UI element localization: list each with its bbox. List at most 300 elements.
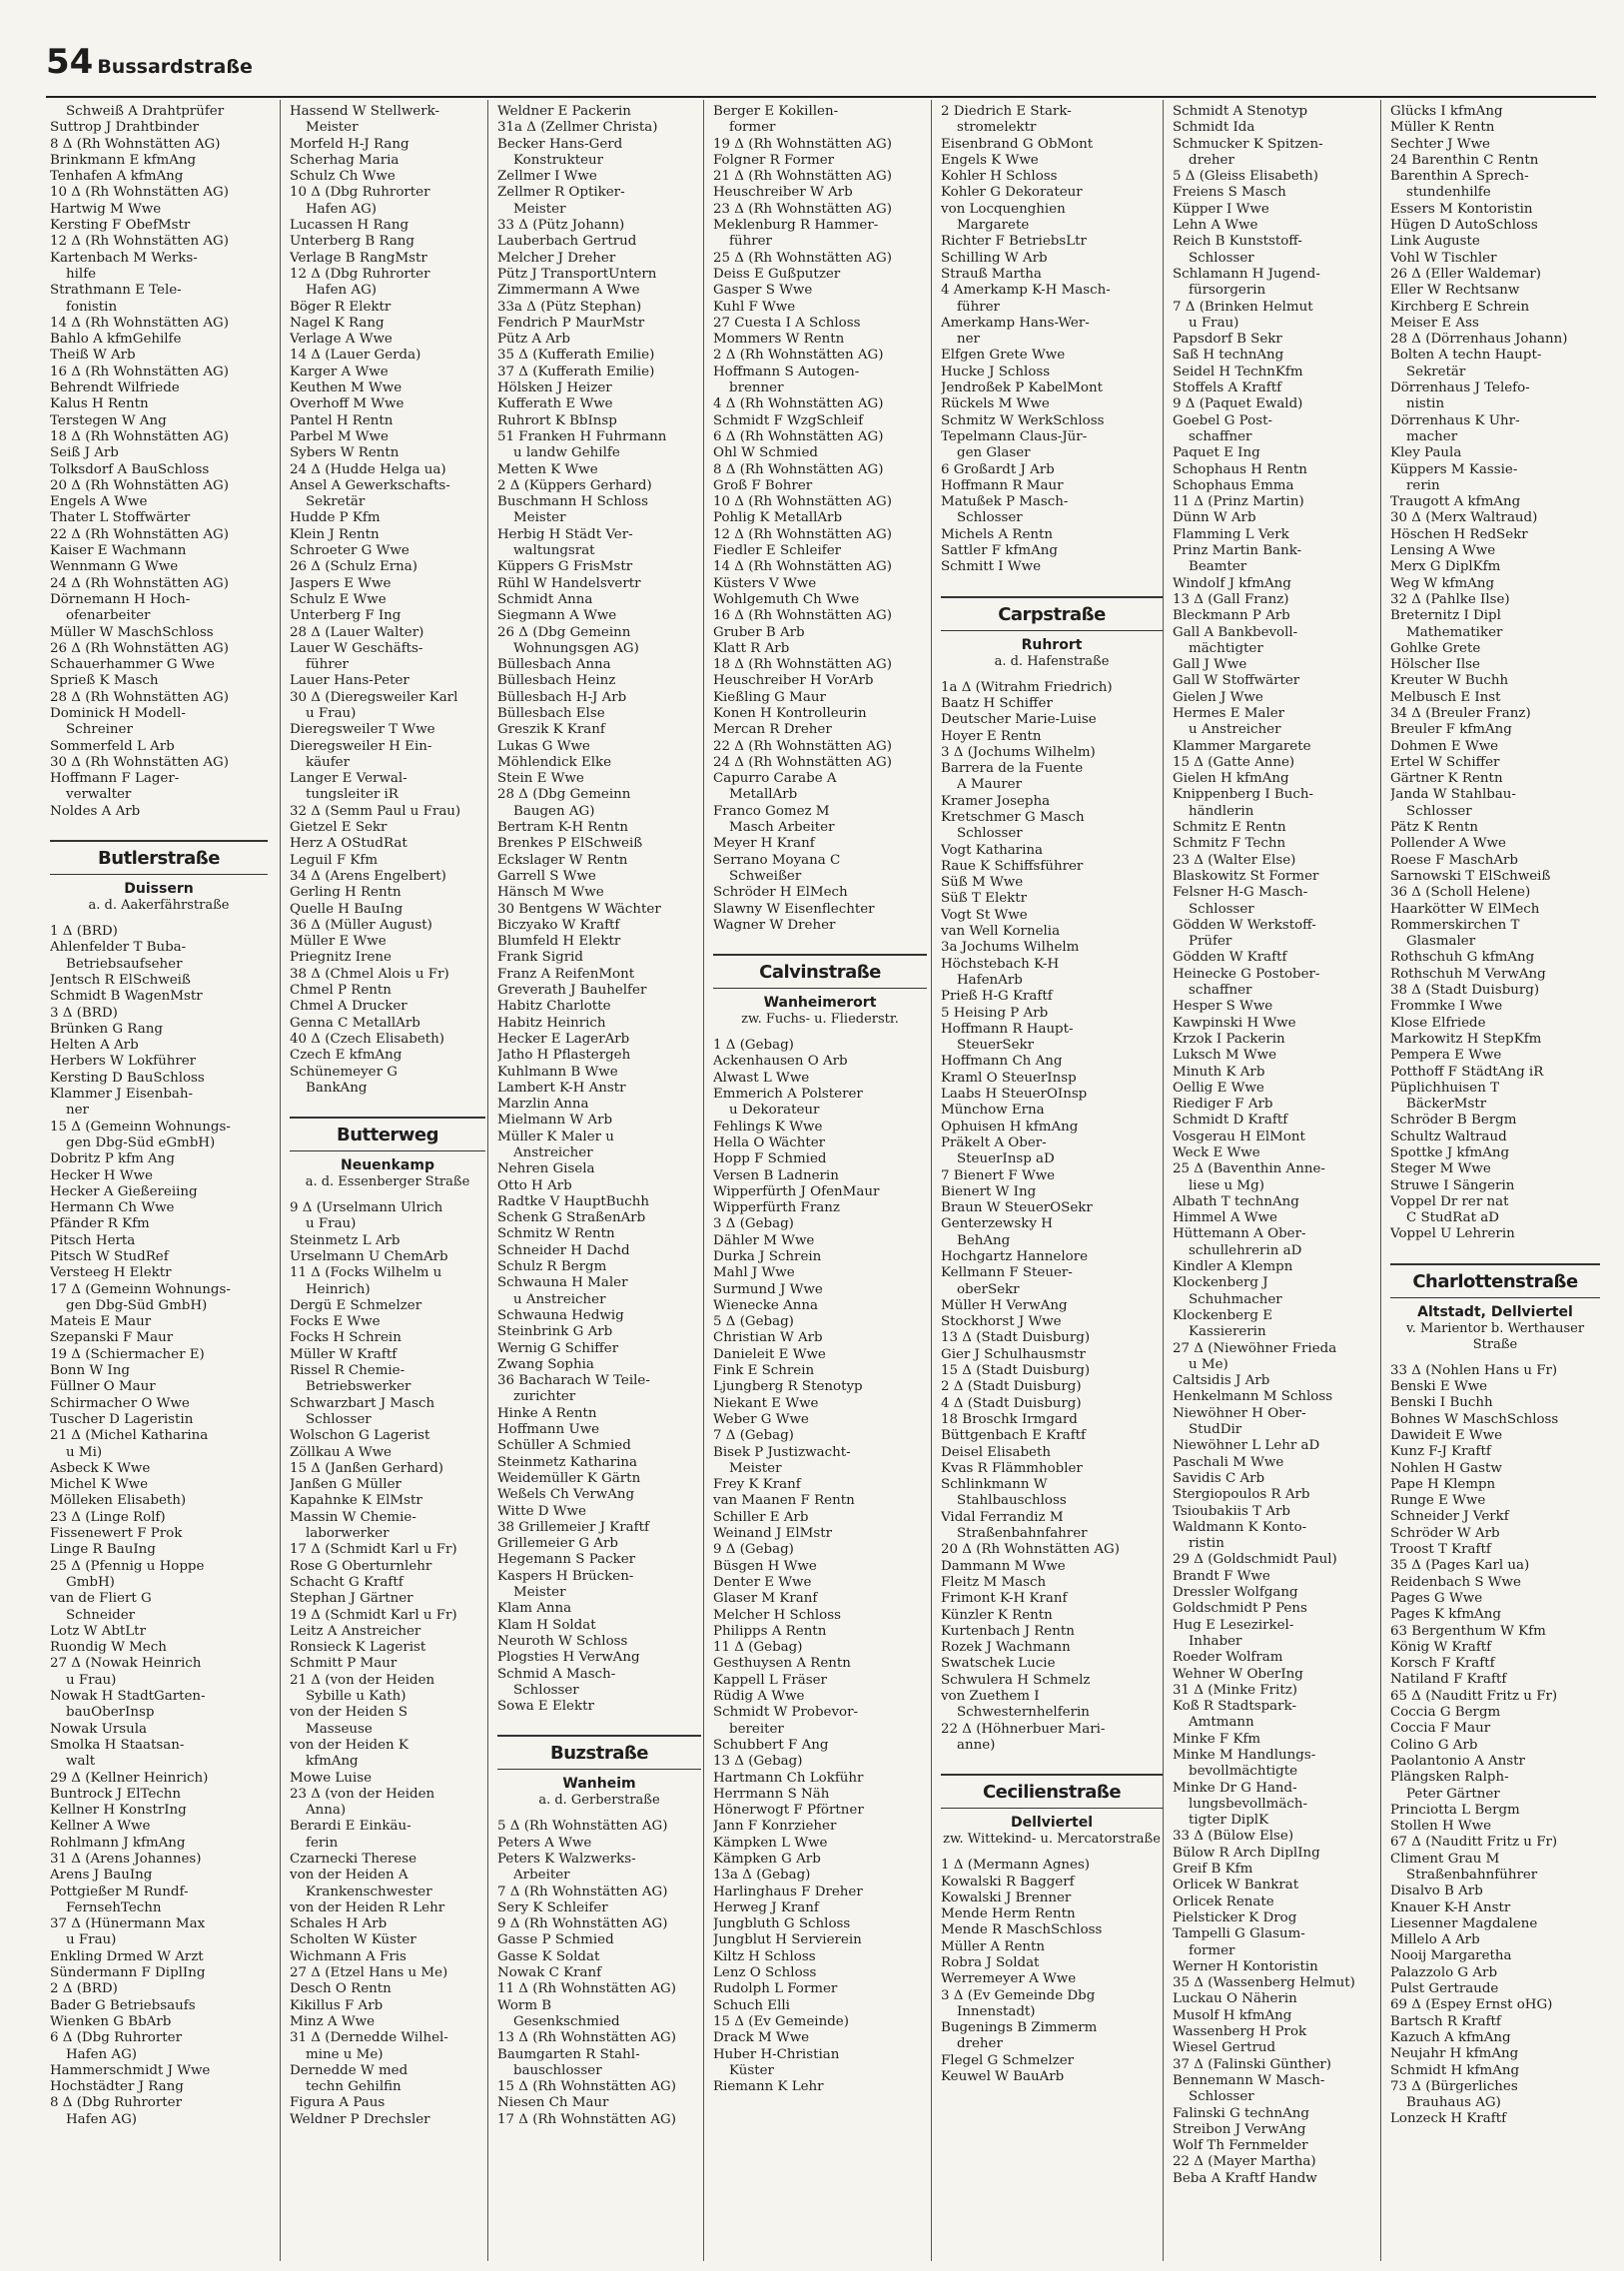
entry-line: Kämpken G Arb: [713, 1851, 821, 1867]
entry-line: stundenhilfe: [1406, 185, 1491, 201]
entry-line: bauOberInsp: [66, 1705, 155, 1721]
entry-line: fonistin: [66, 299, 118, 315]
street-location: a. d. Aakerfährstraße: [88, 898, 230, 914]
entry-line: 12 Δ (Rh Wohnstätten AG): [50, 234, 229, 250]
entry-line: Kießling G Maur: [713, 689, 826, 705]
entry-line: Denter E Wwe: [713, 1574, 812, 1590]
entry-line: Büllesbach H-J Arb: [497, 689, 627, 705]
entry-line: führer: [729, 234, 772, 250]
entry-line: Dohmen E Wwe: [1390, 738, 1499, 754]
entry-line: Hassend W Stellwerk-: [290, 104, 440, 119]
entry-line: Pantel H Rentn: [290, 412, 394, 428]
entry-line: dreher: [1189, 152, 1234, 168]
entry-line: Minke Dr G Hand-: [1173, 1780, 1297, 1796]
entry-line: Schultz Waltraud: [1390, 1129, 1507, 1144]
entry-line: 11 Δ (Prinz Martin): [1173, 494, 1304, 510]
entry-line: Meyer H Kranf: [713, 836, 815, 852]
entry-line: 21 Δ (Rh Wohnstätten AG): [713, 169, 892, 185]
entry-line: Meister: [729, 1460, 782, 1476]
entry-line: Schmidt Ida: [1173, 120, 1255, 136]
entry-line: Gödden W Werkstoff-: [1173, 917, 1316, 933]
entry-line: 24 Δ (Rh Wohnstätten AG): [713, 754, 892, 770]
entry-line: Schiller E Arb: [713, 1509, 809, 1525]
entry-line: SteuerSekr: [957, 1038, 1035, 1054]
entry-line: Wennmann G Wwe: [50, 559, 179, 575]
entry-line: Minke F Kfm: [1173, 1731, 1261, 1747]
entry-line: 2 Δ (Stadt Duisburg): [941, 1379, 1082, 1395]
entry-line: Kawpinski H Wwe: [1173, 1015, 1296, 1031]
entry-line: 26 Δ (Dbg Gemeinn: [497, 624, 631, 640]
entry-line: Ljungberg R Stenotyp: [713, 1379, 863, 1395]
entry-line: Tolksdorf A BauSchloss: [50, 461, 210, 477]
entry-line: bauschlosser: [513, 2062, 602, 2078]
entry-line: Gruber B Arb: [713, 624, 805, 640]
entry-line: Hafen AG): [66, 2046, 138, 2062]
entry-line: Runge E Wwe: [1390, 1493, 1486, 1509]
entry-line: 17 Δ (Schmidt Karl u Fr): [290, 1542, 457, 1558]
entry-line: 25 Δ (Baventhin Anne-: [1173, 1161, 1325, 1177]
entry-line: Eisenbrand G ObMont: [941, 136, 1094, 152]
entry-line: Versteeg H Elektr: [50, 1265, 172, 1281]
entry-line: MetallArb: [729, 787, 798, 803]
entry-line: Merx G DiplKfm: [1390, 559, 1501, 575]
entry-line: 5 Heising P Arb: [941, 1005, 1049, 1021]
entry-line: Neujahr H kfmAng: [1390, 2046, 1519, 2062]
entry-line: Priegnitz Irene: [290, 950, 392, 966]
entry-line: Hammerschmidt J Wwe: [50, 2062, 211, 2078]
entry-line: Zwang Sophia: [497, 1356, 594, 1372]
entry-line: Münchow Erna: [941, 1103, 1045, 1119]
entry-line: Goebel G Post-: [1173, 412, 1272, 428]
entry-line: Vogt Katharina: [941, 842, 1043, 858]
street-heading: Calvinstraße: [713, 954, 927, 989]
entry-line: Büttgenbach E Kraftf: [941, 1428, 1086, 1444]
directory-column: [713, 104, 927, 2261]
entry-line: Dörrenhaus J Telefo-: [1390, 380, 1530, 396]
entry-line: Felsner H-G Masch-: [1173, 885, 1308, 901]
entry-line: oberSekr: [957, 1281, 1020, 1297]
entry-line: Weber G Wwe: [713, 1411, 809, 1427]
entry-line: Dressler Wolfgang: [1173, 1585, 1298, 1601]
entry-line: 23 Δ (Rh Wohnstätten AG): [713, 201, 892, 217]
entry-line: Müller K Maler u: [497, 1129, 614, 1144]
entry-line: 15 Δ (Stadt Duisburg): [941, 1363, 1091, 1379]
entry-line: Capurro Carabe A: [713, 771, 837, 787]
entry-line: Glaser M Kranf: [713, 1591, 818, 1607]
entry-line: Weldner P Drechsler: [290, 2111, 430, 2127]
entry-line: Steinbrink G Arb: [497, 1324, 613, 1340]
entry-line: Dieregsweiler H Ein-: [290, 738, 432, 754]
entry-line: Pages K kfmAng: [1390, 1607, 1501, 1623]
entry-line: Klam Anna: [497, 1601, 572, 1617]
entry-line: Glücks I kfmAng: [1390, 104, 1503, 119]
entry-line: FernsehTechn: [66, 1899, 162, 1915]
entry-line: Jatho H Pflastergeh: [497, 1048, 631, 1064]
entry-line: Szepanski F Maur: [50, 1330, 174, 1346]
entry-line: Kapahnke K ElMstr: [290, 1493, 422, 1509]
entry-line: Overhoff M Wwe: [290, 396, 405, 412]
entry-line: Kufferath E Wwe: [497, 396, 613, 412]
district-name: Altstadt, Dellviertel: [1417, 1303, 1573, 1320]
entry-line: 20 Δ (Rh Wohnstätten AG): [50, 477, 229, 493]
entry-line: Heuschreiber W Arb: [713, 185, 853, 201]
entry-line: Czech E kfmAng: [290, 1048, 403, 1064]
entry-line: kfmAng: [306, 1754, 359, 1770]
entry-line: C StudRat aD: [1406, 1210, 1499, 1226]
entry-line: GmbH): [66, 1574, 115, 1590]
entry-line: Kaspers H Brücken-: [497, 1568, 634, 1584]
entry-line: Hecker A Gießereiing: [50, 1183, 198, 1199]
entry-line: Luckau O Näherin: [1173, 1991, 1297, 2007]
entry-line: Danieleit E Wwe: [713, 1346, 826, 1362]
entry-line: u Frau): [306, 1216, 357, 1232]
entry-line: Fink E Schrein: [713, 1363, 815, 1379]
entry-line: u landw Gehilfe: [513, 445, 620, 461]
entry-line: Asbeck K Wwe: [50, 1460, 151, 1476]
entry-line: 10 Δ (Rh Wohnstätten AG): [713, 494, 892, 510]
entry-line: 13 Δ (Stadt Duisburg): [941, 1330, 1091, 1346]
entry-line: 31 Δ (Minke Fritz): [1173, 1682, 1297, 1698]
entry-line: Schwauna Hedwig: [497, 1307, 624, 1323]
entry-line: König W Kraftf: [1390, 1639, 1492, 1655]
entry-line: Spottke J kfmAng: [1390, 1145, 1510, 1160]
entry-line: Zöllkau A Wwe: [290, 1444, 392, 1460]
entry-line: Greverath J Bauhelfer: [497, 983, 647, 999]
entry-line: Kraml O SteuerInsp: [941, 1070, 1077, 1086]
entry-line: Klein J Rentn: [290, 526, 380, 542]
entry-line: Kaiser E Wachmann: [50, 543, 187, 559]
entry-line: Nohlen H Gastw: [1390, 1460, 1502, 1476]
entry-line: Lensing A Wwe: [1390, 543, 1496, 559]
entry-line: Bolten A techn Haupt-: [1390, 348, 1542, 364]
entry-line: Kretschmer G Masch: [941, 809, 1085, 825]
entry-line: Prinz Martin Bank-: [1173, 543, 1302, 559]
entry-line: Hüttemann A Ober-: [1173, 1226, 1306, 1242]
entry-line: Brünken G Rang: [50, 1021, 163, 1037]
entry-line: Schneider J Verkf: [1390, 1509, 1509, 1525]
entry-line: Musolf H kfmAng: [1173, 2007, 1292, 2023]
entry-line: 10 Δ (Rh Wohnstätten AG): [50, 185, 229, 201]
entry-line: Robra J Soldat: [941, 1954, 1040, 1970]
entry-line: Hecker H Wwe: [50, 1167, 153, 1183]
entry-line: Philipps A Rentn: [713, 1623, 827, 1639]
entry-line: 12 Δ (Dbg Ruhrorter: [290, 266, 430, 282]
entry-line: von der Heiden R Lehr: [290, 1899, 445, 1915]
entry-line: Baatz H Schiffer: [941, 695, 1053, 711]
entry-line: u Frau): [66, 1672, 117, 1688]
entry-line: Bahlo A kfmGehilfe: [50, 332, 182, 348]
entry-line: Bonn W Ing: [50, 1363, 130, 1379]
entry-line: Suttrop J Drahtbinder: [50, 120, 199, 136]
entry-line: händlerin: [1189, 803, 1254, 819]
entry-line: Verlage A Wwe: [290, 332, 393, 348]
entry-line: u Frau): [66, 1932, 117, 1948]
entry-line: Schenk G StraßenArb: [497, 1210, 646, 1226]
entry-line: Schmitz F Techn: [1173, 836, 1286, 852]
entry-line: Blumfeld H Elektr: [497, 934, 621, 950]
entry-line: Millelo A Arb: [1390, 1932, 1480, 1948]
entry-line: mine u Me): [306, 2046, 384, 2062]
entry-line: Mateis E Maur: [50, 1314, 152, 1330]
entry-line: Schlinkmann W: [941, 1477, 1048, 1493]
entry-line: von der Heiden S: [290, 1705, 408, 1721]
entry-line: Vosgerau H ElMont: [1173, 1129, 1305, 1144]
entry-line: 34 Δ (Arens Engelbert): [290, 868, 446, 884]
entry-line: Heuschreiber H VorArb: [713, 673, 874, 689]
entry-line: Grillemeier G Arb: [497, 1536, 618, 1552]
entry-line: 2 Δ (Küppers Gerhard): [497, 477, 652, 493]
entry-line: Nooij Margaretha: [1390, 1948, 1512, 1964]
entry-line: 11 Δ (Focks Wilhelm u: [290, 1265, 442, 1281]
entry-line: Kunz F-J Kraftf: [1390, 1444, 1491, 1460]
entry-line: u Dekorateur: [729, 1103, 820, 1119]
entry-line: Huber H-Christian: [713, 2046, 840, 2062]
entry-line: Schlosser: [306, 1411, 372, 1427]
entry-line: Ruondig W Mech: [50, 1640, 167, 1656]
entry-line: Raue K Schiffsführer: [941, 858, 1084, 874]
entry-line: Bartsch R Kraftf: [1390, 2013, 1501, 2029]
entry-line: Dergü E Schmelzer: [290, 1297, 422, 1313]
entry-line: Weck E Wwe: [1173, 1145, 1260, 1160]
entry-line: Drack M Wwe: [713, 2030, 810, 2046]
entry-line: Hoffmann F Lager-: [50, 771, 180, 787]
entry-line: Breternitz I Dipl: [1390, 608, 1501, 624]
entry-line: Amerkamp Hans-Wer-: [941, 315, 1090, 331]
entry-line: Sybille u Kath): [306, 1689, 406, 1705]
entry-line: Goldschmidt P Pens: [1173, 1601, 1307, 1617]
entry-line: Niewöhner L Lehr aD: [1173, 1438, 1320, 1454]
entry-line: gen Dbg-Süd eGmbH): [66, 1135, 216, 1150]
entry-line: Franz A ReifenMont: [497, 966, 635, 982]
entry-line: Melbusch E Inst: [1390, 689, 1501, 705]
entry-line: Melcher H Schloss: [713, 1607, 841, 1623]
entry-line: Gielen J Wwe: [1173, 689, 1263, 705]
entry-line: Mowe Luise: [290, 1770, 373, 1786]
entry-line: Konen H Kontrolleurin: [713, 705, 867, 721]
entry-line: 23 Δ (Linge Rolf): [50, 1509, 166, 1525]
entry-line: Wassenberg H Prok: [1173, 2024, 1307, 2040]
entry-line: Dörrenhaus K Uhr-: [1390, 412, 1520, 428]
entry-line: Niewöhner H Ober-: [1173, 1405, 1306, 1421]
entry-line: Noldes A Arb: [50, 803, 141, 819]
entry-line: Werner H Kontoristin: [1173, 1958, 1318, 1974]
entry-line: Albath T technAng: [1173, 1193, 1299, 1209]
entry-line: Schröder H ElMech: [713, 885, 848, 901]
entry-line: Riediger F Arb: [1173, 1097, 1273, 1113]
entry-line: 18 Δ (Rh Wohnstätten AG): [713, 657, 892, 673]
entry-line: Nagel K Rang: [290, 315, 385, 331]
entry-line: Wolschon G Lagerist: [290, 1428, 430, 1444]
entry-line: BehAng: [957, 1232, 1011, 1248]
entry-line: Peters K Walzwerks-: [497, 1851, 636, 1867]
entry-line: Terstegen W Ang: [50, 412, 167, 428]
entry-line: Schulz Ch Wwe: [290, 169, 396, 185]
entry-line: Alwast L Wwe: [713, 1070, 810, 1086]
entry-line: Hoffmann Ch Ang: [941, 1054, 1063, 1070]
entry-line: 11 Δ (Gebag): [713, 1640, 803, 1656]
entry-line: 6 Δ (Rh Wohnstätten AG): [713, 428, 884, 444]
entry-line: Schmidt D Kraftf: [1173, 1113, 1288, 1129]
entry-line: Schophaus H Rentn: [1173, 461, 1307, 477]
entry-line: Bülow R Arch DiplIng: [1173, 1845, 1320, 1861]
entry-line: Zimmermann A Wwe: [497, 283, 640, 299]
entry-line: Habitz Charlotte: [497, 999, 611, 1015]
entry-line: mächtigter: [1189, 640, 1263, 656]
entry-line: Schulz R Bergm: [497, 1259, 607, 1275]
entry-line: Barrera de la Fuente: [941, 761, 1084, 777]
entry-line: Schlosser: [1406, 803, 1472, 819]
entry-line: Rothschuh M VerwAng: [1390, 966, 1546, 982]
entry-line: Pottgießer M Rundf-: [50, 1884, 189, 1899]
entry-line: liese u Mg): [1189, 1177, 1264, 1193]
entry-line: 31 Δ (Arens Johannes): [50, 1851, 202, 1867]
entry-line: Jaspers E Wwe: [290, 575, 392, 591]
entry-line: Hügen D AutoSchloss: [1390, 218, 1538, 234]
entry-line: 38 Δ (Chmel Alois u Fr): [290, 966, 449, 982]
entry-line: Frey K Kranf: [713, 1477, 801, 1493]
entry-line: rerin: [1406, 477, 1440, 493]
entry-line: Radtke V HauptBuchh: [497, 1193, 649, 1209]
entry-line: Heinrich): [306, 1281, 371, 1297]
entry-line: Caltsidis J Arb: [1173, 1373, 1270, 1389]
entry-line: macher: [1406, 428, 1458, 444]
entry-line: 3a Jochums Wilhelm: [941, 940, 1080, 956]
entry-line: Wienken G BbArb: [50, 2013, 172, 2029]
entry-line: 30 Δ (Merx Waltraud): [1390, 510, 1538, 526]
entry-line: Koß R Stadtspark-: [1173, 1699, 1296, 1715]
entry-line: Lonzeck H Kraftf: [1390, 2111, 1507, 2127]
entry-line: Kalus H Rentn: [50, 396, 149, 412]
entry-line: Braun W SteuerOSekr: [941, 1200, 1093, 1216]
entry-line: Inhaber: [1189, 1633, 1242, 1649]
entry-line: Swatschek Lucie: [941, 1656, 1056, 1672]
entry-line: Stahlbauschloss: [957, 1493, 1067, 1509]
entry-line: Kartenbach M Werks-: [50, 250, 198, 266]
entry-line: Mölleken Elisabeth): [50, 1493, 187, 1509]
entry-line: Herbig H Städt Ver-: [497, 526, 633, 542]
entry-line: Sowa E Elektr: [497, 1699, 594, 1715]
entry-line: Hänsch M Wwe: [497, 885, 604, 901]
entry-line: Princiotta L Bergm: [1390, 1802, 1520, 1818]
entry-line: Focks H Schrein: [290, 1330, 402, 1346]
entry-line: Markowitz H StepKfm: [1390, 1031, 1542, 1047]
entry-line: Pulst Gertraude: [1390, 1981, 1499, 1997]
entry-line: Nehren Gisela: [497, 1161, 595, 1177]
entry-line: former: [1189, 1942, 1235, 1958]
entry-line: Freiens S Masch: [1173, 185, 1286, 201]
entry-line: Eller W Rechtsanw: [1390, 283, 1520, 299]
entry-line: Böger R Elektr: [290, 299, 392, 315]
entry-line: Kazuch A kfmAng: [1390, 2029, 1511, 2045]
entry-line: nistin: [1406, 396, 1445, 412]
entry-line: Streibon J VerwAng: [1173, 2121, 1306, 2137]
entry-line: Sybers W Rentn: [290, 445, 400, 461]
entry-line: Himmel A Wwe: [1173, 1210, 1277, 1226]
entry-line: Klockenberg E: [1173, 1307, 1273, 1323]
entry-line: 8 Δ (Rh Wohnstätten AG): [50, 136, 221, 152]
entry-line: Pages G Wwe: [1390, 1590, 1483, 1606]
entry-line: von der Heiden K: [290, 1737, 408, 1753]
entry-line: 8 Δ (Rh Wohnstätten AG): [713, 461, 884, 477]
entry-line: Dernedde W med: [290, 2062, 408, 2078]
entry-line: 24 Δ (Rh Wohnstätten AG): [50, 575, 229, 591]
entry-line: Zellmer R Optiker-: [497, 185, 625, 201]
entry-line: 67 Δ (Nauditt Fritz u Fr): [1390, 1835, 1558, 1851]
entry-line: Herweg J Kranf: [713, 1899, 819, 1915]
entry-line: Lotz W AbtLtr: [50, 1623, 146, 1639]
entry-line: Versen B Ladnerin: [713, 1167, 839, 1183]
directory-column: [50, 104, 268, 2261]
entry-line: Rohlmann J kfmAng: [50, 1835, 186, 1851]
entry-line: 36 Δ (Müller August): [290, 917, 432, 933]
entry-line: Hoyer E Rentn: [941, 728, 1042, 744]
entry-line: Ansel A Gewerkschafts-: [290, 477, 450, 493]
entry-line: Garrell S Wwe: [497, 868, 596, 884]
entry-line: Anstreicher: [513, 1145, 593, 1160]
entry-line: 13 Δ (Rh Wohnstätten AG): [497, 2030, 676, 2046]
street-heading: Carpstraße: [941, 596, 1163, 631]
entry-line: Saß H technAng: [1173, 348, 1284, 364]
entry-line: Jendroßek P KabelMont: [941, 380, 1104, 396]
entry-line: Niekant E Wwe: [713, 1395, 819, 1411]
entry-line: Pütz J TransportUntern: [497, 266, 657, 282]
entry-line: 20 Δ (Rh Wohnstätten AG): [941, 1542, 1120, 1558]
entry-line: Peters A Wwe: [497, 1835, 592, 1851]
entry-line: Jungbluth G Schloss: [713, 1916, 851, 1932]
entry-line: Meister: [513, 510, 566, 526]
entry-line: 19 Δ (Schiermacher E): [50, 1346, 205, 1362]
entry-line: anne): [957, 1737, 996, 1753]
entry-line: Schünemeyer G: [290, 1064, 398, 1080]
entry-line: Siegmann A Wwe: [497, 608, 617, 624]
entry-line: 11 Δ (Rh Wohnstätten AG): [497, 1981, 676, 1997]
entry-line: 30 Δ (Dieregsweiler Karl: [290, 689, 458, 705]
entry-line: Minke M Handlungs-: [1173, 1747, 1316, 1763]
entry-line: u Frau): [1189, 315, 1239, 331]
district-name: Wanheim: [562, 1776, 636, 1793]
entry-line: 22 Δ (Höhnerbuer Mari-: [941, 1721, 1106, 1737]
entry-line: Glasmaler: [1406, 934, 1476, 950]
entry-line: Küppers M Kassie-: [1390, 461, 1518, 477]
column-divider: [280, 100, 281, 2261]
entry-line: Pielsticker K Drog: [1173, 1909, 1297, 1925]
entry-line: Mende R MaschSchloss: [941, 1922, 1103, 1938]
entry-line: Gielen H kfmAng: [1173, 771, 1289, 787]
entry-line: Büsgen H Wwe: [713, 1558, 817, 1574]
entry-line: Dörnemann H Hoch-: [50, 591, 191, 607]
entry-line: Ruhrort K BbInsp: [497, 412, 617, 428]
entry-line: schaffner: [1189, 983, 1252, 999]
entry-line: Barenthin A Sprech-: [1390, 169, 1529, 185]
entry-line: Hug E Lesezirkel-: [1173, 1617, 1294, 1633]
entry-line: Lucassen H Rang: [290, 218, 409, 234]
entry-line: Hudde P Kfm: [290, 510, 381, 526]
entry-line: Quelle H BauIng: [290, 901, 404, 917]
entry-line: Meister: [306, 120, 359, 136]
entry-line: Püplichhuisen T: [1390, 1080, 1500, 1096]
entry-line: Minz A Wwe: [290, 2013, 376, 2029]
entry-line: dreher: [957, 2036, 1003, 2052]
entry-line: Meiser E Ass: [1390, 315, 1479, 331]
entry-line: 24 Δ (Hudde Helga ua): [290, 461, 446, 477]
entry-line: Natiland F Kraftf: [1390, 1672, 1507, 1688]
entry-line: Hopp F Schmied: [713, 1151, 827, 1167]
entry-line: Schwesternhelferin: [957, 1705, 1090, 1721]
entry-line: Riemann K Lehr: [713, 2079, 824, 2095]
entry-line: Leitz A Anstreicher: [290, 1623, 421, 1639]
entry-line: Benski E Wwe: [1390, 1379, 1488, 1395]
entry-line: Dominick H Modell-: [50, 705, 186, 721]
